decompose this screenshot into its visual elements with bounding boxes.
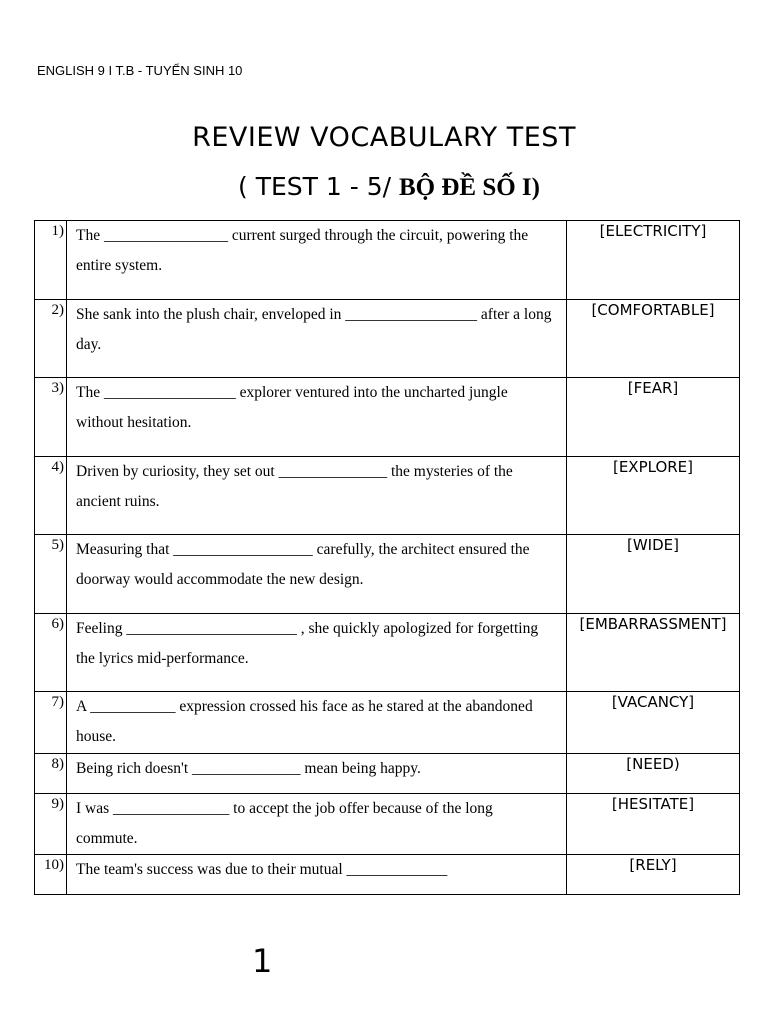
question-number: 9) <box>35 794 67 855</box>
question-text: Measuring that __________________ carefully, the architect ensured the doorway would accommodate the new design. <box>67 535 567 614</box>
table-row <box>35 692 740 754</box>
question-text: I was _______________ to accept the job offer because of the long commute. <box>67 794 567 855</box>
word-cue: [COMFORTABLE] <box>567 300 740 378</box>
word-cue: [NEED) <box>567 754 740 794</box>
question-number: 7) <box>35 692 67 754</box>
question-text: Driven by curiosity, they set out ______________ the mysteries of the ancient ruins. <box>67 457 567 535</box>
question-text: A ___________ expression crossed his face as he stared at the abandoned house. <box>67 692 567 754</box>
table-row <box>35 457 740 535</box>
table-row <box>35 855 740 895</box>
word-cue: [FEAR] <box>567 378 740 457</box>
table-row <box>35 300 740 378</box>
word-cue: [EMBARRASSMENT] <box>567 614 740 692</box>
table-row <box>35 614 740 692</box>
table-row <box>35 754 740 794</box>
test-subtitle <box>0 172 768 202</box>
document-header: ENGLISH 9 I T.B - TUYỂN SINH 10 <box>37 63 243 78</box>
question-number: 4) <box>35 457 67 535</box>
subtitle-part-2: BỘ ĐỀ SỐ I) <box>398 174 540 201</box>
word-cue: [RELY] <box>567 855 740 895</box>
question-text: The team's success was due to their mutual _____________ <box>67 855 567 895</box>
test-title: REVIEW VOCABULARY TEST <box>192 122 576 153</box>
question-number: 3) <box>35 378 67 457</box>
question-number: 10) <box>35 855 67 895</box>
question-text: Being rich doesn't ______________ mean being happy. <box>67 754 567 794</box>
question-text: The _________________ explorer ventured into the uncharted jungle without hesitation. <box>67 378 567 457</box>
question-text: The ________________ current surged through the circuit, powering the entire system. <box>67 221 567 300</box>
question-number: 6) <box>35 614 67 692</box>
table-row <box>35 535 740 614</box>
question-number: 8) <box>35 754 67 794</box>
word-cue: [HESITATE] <box>567 794 740 855</box>
question-number: 5) <box>35 535 67 614</box>
question-text: Feeling ______________________ , she quickly apologized for forgetting the lyrics mid-performance. <box>67 614 567 692</box>
vocabulary-table <box>34 220 740 895</box>
word-cue: [EXPLORE] <box>567 457 740 535</box>
question-text: She sank into the plush chair, enveloped in _________________ after a long day. <box>67 300 567 378</box>
question-number: 1) <box>35 221 67 300</box>
word-cue: [WIDE] <box>567 535 740 614</box>
word-cue: [ELECTRICITY] <box>567 221 740 300</box>
table-row <box>35 221 740 300</box>
subtitle-part-1: ( TEST 1 - 5/ <box>238 172 399 201</box>
question-number: 2) <box>35 300 67 378</box>
table-row <box>35 378 740 457</box>
word-cue: [VACANCY] <box>567 692 740 754</box>
page-number: 1 <box>252 942 273 980</box>
table-row <box>35 794 740 855</box>
